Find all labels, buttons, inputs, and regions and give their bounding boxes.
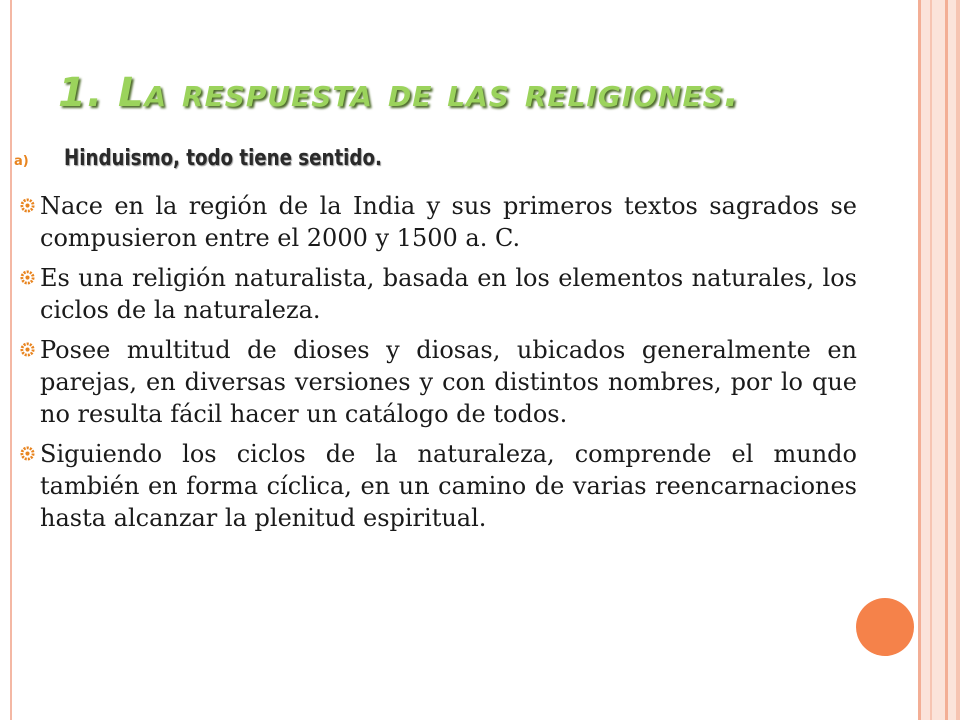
gear-bullet-icon [20, 446, 35, 461]
gear-bullet-icon [20, 270, 35, 285]
bullet-item [20, 438, 857, 534]
gear-bullet-icon [20, 342, 35, 357]
right-decorative-band [918, 0, 960, 720]
subtitle-row [14, 146, 410, 171]
bullet-list [20, 190, 857, 542]
bullet-text: Es una religión naturalista, basada en los elementos naturales, los ciclos de la naturaleza. [40, 264, 857, 324]
bullet-text: Posee multitud de dioses y diosas, ubicados generalmente en parejas, en diversas versiones y con distintos nombres, por lo que no resulta fácil hacer un catálogo de todos. [40, 336, 857, 428]
bullet-item [20, 334, 857, 430]
bullet-item [20, 262, 857, 326]
right-stripe [918, 0, 921, 720]
subtitle-marker: a) [14, 154, 29, 169]
orange-circle-decoration [856, 598, 914, 656]
bullet-text: Nace en la región de la India y sus primeros textos sagrados se compusieron entre el 2000 y 1500 a. C. [40, 192, 857, 252]
slide-title: 1. La respuesta de las religiones. [58, 70, 740, 116]
bullet-item [20, 190, 857, 254]
left-border-line [10, 0, 12, 720]
gear-bullet-icon [20, 198, 35, 213]
right-stripe [945, 0, 948, 720]
bullet-text: Siguiendo los ciclos de la naturaleza, comprende el mundo también en forma cíclica, en un camino de varias reencarnaciones hasta alcanzar la plenitud espiritual. [40, 440, 857, 532]
slide-subtitle: Hinduismo, todo tiene sentido. [64, 146, 382, 171]
right-stripe [956, 0, 960, 720]
right-stripe [930, 0, 932, 720]
